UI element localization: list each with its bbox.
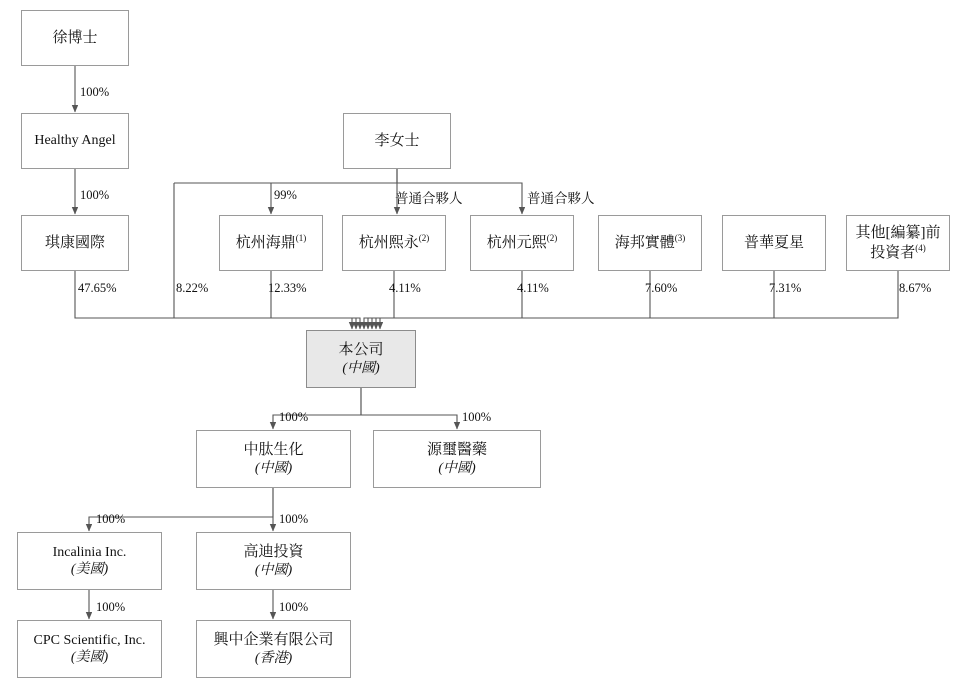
footnote-marker: (4) bbox=[915, 242, 926, 253]
node-label-jurisdiction: (中國) bbox=[254, 460, 293, 476]
node-label-jurisdiction: (香港) bbox=[254, 650, 293, 666]
node-xingzhong-enterprise bbox=[196, 620, 351, 678]
edge-label-li-xiyong-general-partner: 普通合夥人 bbox=[395, 191, 463, 206]
node-label-line1: 本公司 bbox=[338, 341, 384, 358]
edge-label-zhongtai-gaodi: 100% bbox=[279, 512, 309, 526]
edge-label-haibang-company: 7.60% bbox=[645, 281, 678, 295]
edge-label-haiding-company-b: 12.33% bbox=[268, 281, 307, 295]
node-label-line2: 投資者$^{(4)}$ bbox=[870, 242, 926, 261]
node-label-line1: 源璽醫藥 bbox=[426, 441, 487, 458]
node-yuanxi-pharma bbox=[373, 430, 541, 488]
edge-label-incalinia-cpc: 100% bbox=[96, 600, 126, 614]
node-label-line1: Incalinia Inc. bbox=[52, 544, 127, 560]
node-label: 杭州熙永$^{(2)}$ bbox=[358, 233, 430, 252]
node-healthy-angel bbox=[21, 113, 129, 169]
node-haibang-entities bbox=[598, 215, 702, 271]
edge-label-zhongtai-incalinia: 100% bbox=[96, 512, 126, 526]
node-xu-doctor bbox=[21, 10, 129, 66]
edge-label-xiyong-company: 4.11% bbox=[389, 281, 421, 295]
edge-label-haiding-company-a: 8.22% bbox=[176, 281, 209, 295]
node-li-lady bbox=[343, 113, 451, 169]
node-label-line1: 興中企業有限公司 bbox=[213, 631, 334, 648]
node-label-jurisdiction: (美國) bbox=[70, 650, 109, 665]
node-label: Healthy Angel bbox=[34, 133, 116, 149]
edge-label-puhua-company: 7.31% bbox=[769, 281, 802, 295]
node-label-jurisdiction: (中國) bbox=[342, 360, 380, 376]
node-label: 杭州元熙$^{(2)}$ bbox=[486, 233, 558, 252]
node-incalinia-inc bbox=[17, 532, 162, 590]
node-hangzhou-yuanxi bbox=[470, 215, 574, 271]
node-gaodi-investment bbox=[196, 532, 351, 590]
edge-label-li-yuanxi-general-partner: 普通合夥人 bbox=[527, 191, 595, 206]
node-label: 杭州海鼎$^{(1)}$ bbox=[235, 233, 307, 252]
node-label: 徐博士 bbox=[52, 29, 98, 46]
node-cpc-scientific bbox=[17, 620, 162, 678]
edge-label-others-company: 8.67% bbox=[899, 281, 932, 295]
edge-label-healthy-qikang: 100% bbox=[80, 188, 110, 202]
edge-label-qikang-company: 47.65% bbox=[78, 281, 117, 295]
node-label: 普華夏星 bbox=[743, 234, 804, 251]
node-label-line1: 其他[編纂]前 bbox=[855, 224, 941, 241]
edge-label-xu-healthy: 100% bbox=[80, 85, 110, 99]
edge-label-company-yuanxi-pharma: 100% bbox=[462, 410, 492, 424]
node-label-jurisdiction: (中國) bbox=[438, 460, 476, 476]
node-zhongtai-biochem bbox=[196, 430, 351, 488]
node-hangzhou-haiding bbox=[219, 215, 323, 271]
node-label-jurisdiction: (美國) bbox=[70, 562, 109, 577]
footnote-marker: (1) bbox=[295, 233, 307, 244]
node-other-pre-ipo-investors bbox=[846, 215, 950, 271]
node-label-jurisdiction: (中國) bbox=[254, 562, 293, 578]
node-our-company bbox=[306, 330, 416, 388]
footnote-marker: (2) bbox=[418, 233, 430, 244]
edge-label-company-zhongtai: 100% bbox=[279, 410, 309, 424]
node-label-line1: CPC Scientific, Inc. bbox=[33, 632, 146, 648]
edge-label-yuanxi-company: 4.11% bbox=[517, 281, 549, 295]
node-hangzhou-xiyong bbox=[342, 215, 446, 271]
footnote-marker: (3) bbox=[674, 233, 686, 244]
node-puhua-xiaxing bbox=[722, 215, 826, 271]
edge-label-gaodi-xingzhong: 100% bbox=[279, 600, 309, 614]
node-label: 李女士 bbox=[374, 132, 420, 149]
node-label: 海邦實體$^{(3)}$ bbox=[614, 233, 686, 252]
node-label-line1: 高迪投資 bbox=[243, 543, 304, 560]
node-qikang-international bbox=[21, 215, 129, 271]
edge-label-li-haiding: 99% bbox=[274, 188, 297, 202]
node-label-line1: 中肽生化 bbox=[243, 441, 304, 458]
node-label: 琪康國際 bbox=[44, 234, 105, 251]
footnote-marker: (2) bbox=[546, 233, 558, 244]
